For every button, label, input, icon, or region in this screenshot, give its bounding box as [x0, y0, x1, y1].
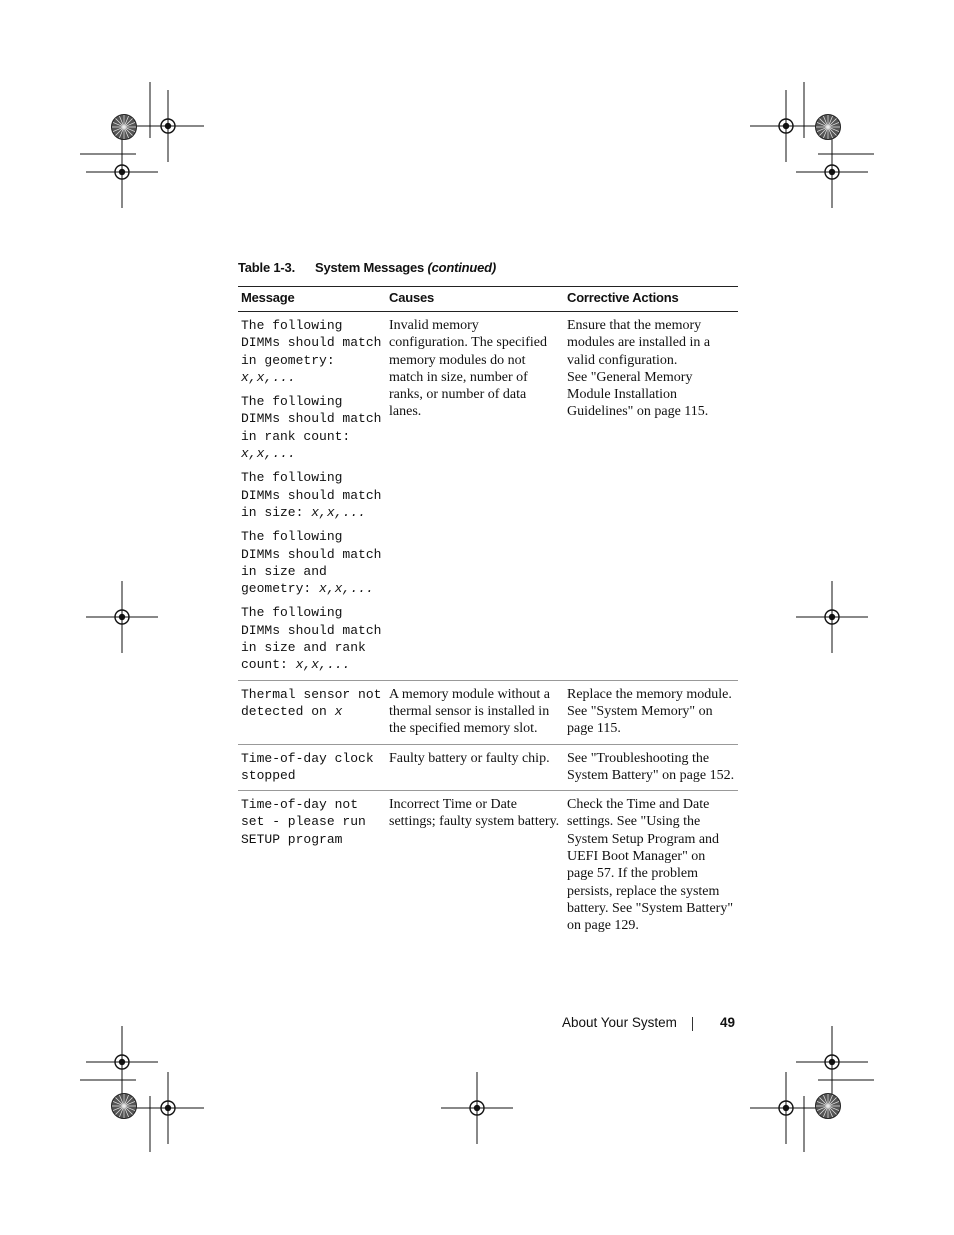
actions-cell: See "Troubleshooting the System Battery" on page 152.	[564, 744, 738, 791]
table-row	[238, 744, 738, 791]
message-text: The following DIMMs should match in size and rank count: x,x,...	[241, 605, 382, 673]
registration-mark-icon	[86, 136, 158, 208]
message-text: The following DIMMs should match in size and geometry: x,x,...	[241, 529, 382, 597]
table-id: Table 1-3.	[238, 260, 296, 275]
page-number: 49	[720, 1015, 736, 1030]
message-cell	[238, 791, 386, 941]
message-text: Time-of-day clock stopped	[241, 750, 374, 783]
color-target-icon	[112, 115, 137, 140]
footer-section-title: About Your System	[562, 1015, 677, 1030]
registration-mark-icon	[441, 1072, 513, 1144]
table-caption	[238, 260, 496, 275]
causes-cell: Incorrect Time or Date settings; faulty system battery.	[389, 797, 560, 830]
actions-cell	[564, 312, 738, 681]
system-messages-table	[238, 286, 738, 941]
table-title: System Messages	[315, 260, 425, 275]
registration-mark-icon	[86, 1026, 158, 1098]
message-text: The following DIMMs should match in geometry: x,x,...	[241, 318, 382, 385]
registration-mark-icon	[796, 581, 868, 653]
causes-cell: A memory module without a thermal sensor is installed in the specified memory slot.	[386, 680, 564, 744]
registration-mark-icon	[796, 136, 868, 208]
message-text: The following DIMMs should match in size: x,x,...	[241, 470, 382, 520]
column-header-actions: Corrective Actions	[564, 287, 738, 312]
table-row	[238, 680, 738, 744]
registration-mark-icon	[132, 1072, 204, 1144]
actions-cell: Replace the memory module. See "System Memory" on page 115.	[564, 680, 738, 744]
actions-cell: Check the Time and Date settings. See "Using the System Setup Program and UEFI Boot Manager" on page 57. If the problem persists, replace the system battery. See "System Battery" on page 129.	[567, 797, 734, 934]
page-footer	[562, 1015, 736, 1030]
message-cell	[238, 680, 386, 744]
registration-mark-icon	[86, 581, 158, 653]
color-target-icon	[816, 1094, 841, 1119]
message-cell	[238, 744, 386, 791]
registration-mark-icon	[796, 1026, 868, 1098]
registration-mark-icon	[750, 90, 822, 162]
color-target-icon	[816, 115, 841, 140]
causes-cell: Invalid memory configuration. The specified memory modules do not match in size, number of ranks, or number of data lanes.	[386, 312, 564, 681]
table-row	[238, 791, 738, 941]
column-header-causes: Causes	[386, 287, 564, 312]
message-cell	[238, 312, 386, 681]
actions-reference: See "General Memory Module Installation Guidelines" on page 115.	[567, 369, 709, 420]
message-text: Time-of-day not set - please run SETUP program	[241, 797, 366, 847]
actions-text: Ensure that the memory modules are installed in a valid configuration.	[567, 318, 711, 368]
column-header-message: Message	[238, 287, 386, 312]
table-header-row	[238, 287, 738, 312]
message-text: The following DIMMs should match in rank count: x,x,...	[241, 394, 382, 462]
registration-mark-icon	[750, 1072, 822, 1144]
causes-cell: Faulty battery or faulty chip.	[386, 744, 564, 791]
continued-label: (continued)	[427, 260, 497, 275]
message-text: Thermal sensor not detected on x	[241, 686, 382, 719]
color-target-icon	[112, 1094, 137, 1119]
footer-divider	[692, 1017, 693, 1031]
table-row	[238, 312, 738, 681]
registration-mark-icon	[132, 90, 204, 162]
